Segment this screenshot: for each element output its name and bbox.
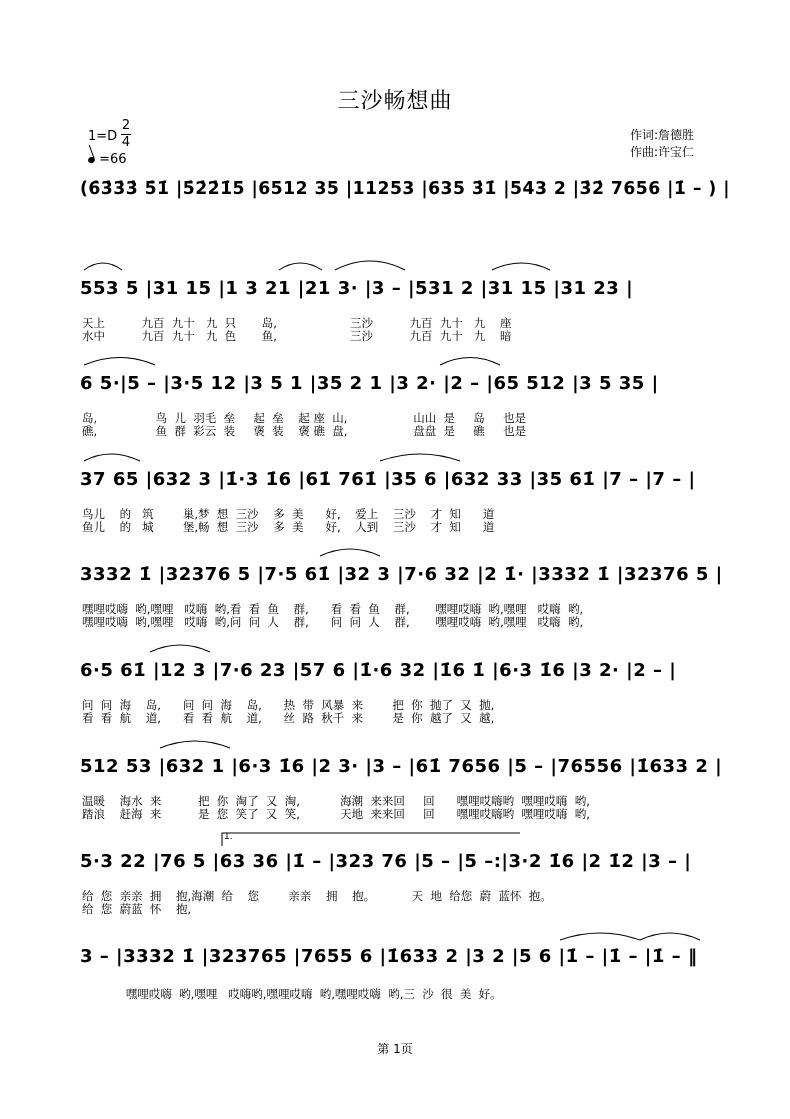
lyric-line-1: 天上 九百 九十 九 只 岛, 三沙 九百 九十 九 座 bbox=[82, 316, 512, 330]
notation-line: (6̇3̇3̇3̇ 5̇1̇ |5̇2̇2̇1̇5 |6512 35 |11253 |635 3̇1̇ |543 2 |3̇2̇ 7656 |1̇ – ) | bbox=[80, 178, 730, 199]
notation-line: 512 53 |632 1 |6·3 1̇6 |2 3· |3 – |61̇ 7656 |5 – |76556 |1̇633 2 | bbox=[80, 756, 723, 777]
slur bbox=[84, 454, 140, 461]
lyric-line-2: 给 您 蔚蓝 怀 抱, bbox=[82, 902, 192, 916]
lyricist: 作词:詹德胜 bbox=[630, 128, 695, 142]
slur bbox=[640, 933, 700, 940]
lyric-line-2: 礁, 鱼 群 彩云 装 褒 装 褒 礁 盘, 盘盘 是 礁 也是 bbox=[82, 424, 527, 438]
composer: 作曲:许宝仁 bbox=[630, 145, 695, 159]
notation-line: 5·3 22 |76 5 |63 36 |1̇ – |323 76 |5 – |5 –:|3·2 1̇6 |2 1̇2 |3 – | bbox=[80, 851, 692, 872]
key-signature: 1=D bbox=[88, 129, 118, 144]
slur bbox=[279, 263, 322, 270]
lyric-line-2: 鱼儿 的 城 堡,畅 想 三沙 多 美 好, 人到 三沙 才 知 道 bbox=[82, 520, 495, 534]
slur bbox=[84, 263, 122, 270]
slur bbox=[380, 454, 460, 461]
slur bbox=[492, 263, 550, 270]
notation-line: 3 – |3332 1̇ |323765 |7655 6 |1̇633 2 |3 2 |5 6 |1̇ – |1̇ – |1̇ – ‖ bbox=[80, 946, 698, 967]
slur bbox=[560, 933, 640, 940]
lyric-line-2: 嘿哩哎嗨 哟,嘿哩 哎嗨 哟,问 问 人 群, 问 问 人 群, 嘿哩哎嗨 哟,嘿哩 哎嗨 哟, bbox=[82, 615, 584, 629]
slur bbox=[320, 549, 380, 556]
lyric-line-1: 岛, 鸟 儿 羽毛 垒 起 垒 起 座 山, 山山 是 岛 也是 bbox=[82, 411, 527, 425]
lyric-line-1: 问 问 海 岛, 问 问 海 岛, 热 带 风暴 来 把 你 抛了 又 抛, bbox=[82, 698, 495, 712]
slur bbox=[335, 261, 405, 270]
lyric-line-1: 温暖 海水 来 把 你 淘了 又 淘, 海潮 来来回 回 嘿哩哎嗨哟 嘿哩哎嗨 哟, bbox=[82, 794, 590, 808]
lyric-line-2: 看 看 航 道, 看 看 航 道, 丝 路 秋千 来 是 你 越了 又 越, bbox=[82, 711, 495, 725]
notation-line: 3332 1̇ |32376 5 |7·5 61̇ |32 3 |7·6 32 |2 1̇· |3332 1̇ |32376 5 | bbox=[80, 564, 723, 585]
slur bbox=[160, 741, 230, 748]
lyric-line-1: 嘿哩哎嗨 哟,嘿哩 哎嗨哟,嘿哩哎嗨 哟,嘿哩哎嗨 哟,三 沙 很 美 好。 bbox=[82, 987, 502, 1001]
meter-bottom: 4 bbox=[121, 135, 131, 150]
meter-top: 2 bbox=[121, 118, 131, 133]
lyric-line-1: 给 您 亲亲 拥 抱,海潮 给 您 亲亲 拥 抱。 天 地 给您 蔚 蓝怀 抱。 bbox=[82, 889, 552, 903]
lyric-line-1: 嘿哩哎嗨 哟,嘿哩 哎嗨 哟,看 看 鱼 群, 看 看 鱼 群, 嘿哩哎嗨 哟,嘿哩 哎嗨 哟, bbox=[82, 602, 584, 616]
notation-line: 553 5 |31 15 |1 3 21 |21 3· |3 – |531 2 |31 15 |31 23 | bbox=[80, 278, 634, 299]
tempo-value: =66 bbox=[99, 152, 127, 167]
notation-line: 37 65 |632 3 |1̇·3 1̇6 |61̇ 761̇ |35 6 |632 33 |35 61̇ |7 – |7 – | bbox=[80, 469, 696, 490]
slur bbox=[440, 358, 500, 366]
volta-label: 1. bbox=[224, 832, 233, 842]
page-number: 第 1页 bbox=[377, 1042, 413, 1056]
notation-line: 6 5·|5 – |3·5 12 |3 5 1 |35 2 1 |3 2· |2 – |65 512 |3 5 35 | bbox=[80, 373, 659, 394]
lyric-line-2: 水中 九百 九十 九 色 鱼, 三沙 九百 九十 九 暗 bbox=[82, 329, 512, 343]
song-title: 三沙畅想曲 bbox=[337, 89, 453, 114]
slur bbox=[84, 358, 155, 366]
slur bbox=[150, 645, 210, 652]
lyric-line-2: 踏浪 赶海 来 是 您 笑了 又 笑, 天地 来来回 回 嘿哩哎嗨哟 嘿哩哎嗨 哟, bbox=[82, 807, 590, 821]
notation-line: 6·5 61̇ |12 3 |7·6 23 |57 6 |1̇·6 32 |1̇6 1̇ |6·3 1̇6 |3 2· |2 – | bbox=[80, 660, 677, 681]
volta-bracket bbox=[222, 833, 520, 846]
lyric-line-1: 鸟儿 的 筑 巢,梦 想 三沙 多 美 好, 爱上 三沙 才 知 道 bbox=[82, 507, 495, 521]
